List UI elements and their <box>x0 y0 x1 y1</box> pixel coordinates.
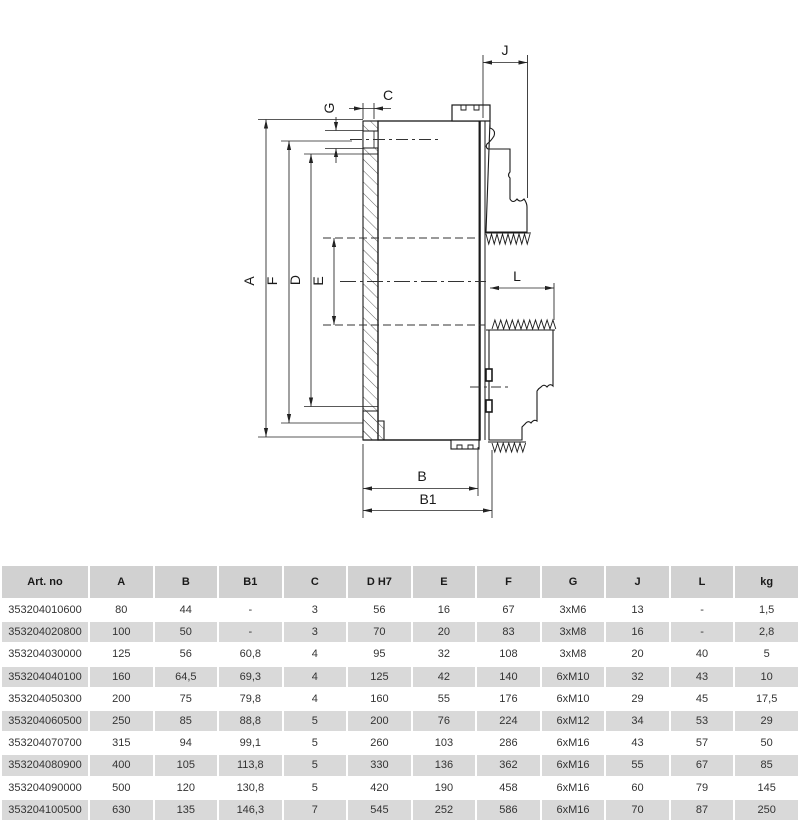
table-cell: 29 <box>606 689 669 711</box>
table-cell: 146,3 <box>219 800 282 822</box>
table-cell: 1,5 <box>735 600 798 622</box>
table-cell: 85 <box>155 711 218 733</box>
table-cell: 5 <box>735 644 798 666</box>
table-cell: 20 <box>606 644 669 666</box>
column-header: L <box>671 566 734 600</box>
table-cell: 32 <box>413 644 476 666</box>
table-cell: 94 <box>155 733 218 755</box>
table-cell: 76 <box>413 711 476 733</box>
table-cell: 64,5 <box>155 667 218 689</box>
column-header: A <box>90 566 153 600</box>
table-header <box>2 566 798 600</box>
table-cell: 108 <box>477 644 540 666</box>
table-cell: 6xM16 <box>542 755 605 777</box>
header-row <box>2 566 798 600</box>
column-header: G <box>542 566 605 600</box>
table-cell: 160 <box>90 667 153 689</box>
table-cell: 70 <box>348 622 411 644</box>
dimension-label-a: A <box>241 276 257 286</box>
table-cell: 630 <box>90 800 153 822</box>
table-cell: 56 <box>155 644 218 666</box>
dimension-G <box>325 117 363 163</box>
table-cell: 69,3 <box>219 667 282 689</box>
table-cell: 99,1 <box>219 733 282 755</box>
dimension-label-b1: B1 <box>419 491 437 507</box>
table-cell: 17,5 <box>735 689 798 711</box>
table-cell: 5 <box>284 711 347 733</box>
table-cell: 13 <box>606 600 669 622</box>
table-cell: 545 <box>348 800 411 822</box>
dimension-label-d: D <box>287 274 303 286</box>
table-cell: 353204020800 <box>2 622 88 644</box>
table-cell: 29 <box>735 711 798 733</box>
dimension-label-e: E <box>310 276 326 286</box>
table-cell: 5 <box>284 778 347 800</box>
table-cell: 5 <box>284 755 347 777</box>
table-cell: 3 <box>284 600 347 622</box>
table-cell: 135 <box>155 800 218 822</box>
column-header: B <box>155 566 218 600</box>
column-header: D H7 <box>348 566 411 600</box>
table-cell: 100 <box>90 622 153 644</box>
table-cell: 79 <box>671 778 734 800</box>
table-cell: 586 <box>477 800 540 822</box>
table-cell: 83 <box>477 622 540 644</box>
table-cell: 5 <box>284 733 347 755</box>
table-cell: 20 <box>413 622 476 644</box>
table-cell: 400 <box>90 755 153 777</box>
table-cell: 353204040100 <box>2 667 88 689</box>
dimension-label-j: J <box>501 42 509 58</box>
table-cell: 67 <box>671 755 734 777</box>
table-cell: 50 <box>155 622 218 644</box>
table-cell: 87 <box>671 800 734 822</box>
table-row <box>2 711 798 733</box>
table-cell: - <box>219 622 282 644</box>
table-cell: 55 <box>413 689 476 711</box>
table-row <box>2 667 798 689</box>
dimension-label-f: F <box>264 276 280 286</box>
dimension-label-b: B <box>417 468 427 484</box>
table-cell: 60,8 <box>219 644 282 666</box>
table-cell: 6xM16 <box>542 778 605 800</box>
table-cell: 160 <box>348 689 411 711</box>
table-cell: 252 <box>413 800 476 822</box>
table-row <box>2 622 798 644</box>
table-cell: 42 <box>413 667 476 689</box>
bottom-jaw-serration-top <box>492 320 556 329</box>
table-cell: 200 <box>90 689 153 711</box>
column-header: C <box>284 566 347 600</box>
table-cell: 16 <box>606 622 669 644</box>
table-cell: 260 <box>348 733 411 755</box>
dimension-label-l: L <box>513 268 521 284</box>
table-cell: - <box>671 600 734 622</box>
table-row <box>2 644 798 666</box>
dimension-B1 <box>363 450 492 518</box>
table-cell: 80 <box>90 600 153 622</box>
table-cell: 50 <box>735 733 798 755</box>
column-header: B1 <box>219 566 282 600</box>
table-cell: 7 <box>284 800 347 822</box>
table-cell: 32 <box>606 667 669 689</box>
table-cell: 3xM8 <box>542 622 605 644</box>
table-cell: 6xM12 <box>542 711 605 733</box>
table-cell: 145 <box>735 778 798 800</box>
table-cell: 6xM10 <box>542 667 605 689</box>
bottom-key-cap <box>451 440 479 449</box>
table-cell: 250 <box>735 800 798 822</box>
table-cell: 79,8 <box>219 689 282 711</box>
table-cell: 6xM16 <box>542 733 605 755</box>
table-cell: 120 <box>155 778 218 800</box>
table-cell: 6xM10 <box>542 689 605 711</box>
table-cell: 40 <box>671 644 734 666</box>
table-cell: 4 <box>284 667 347 689</box>
table-row <box>2 755 798 777</box>
table-cell: 353204030000 <box>2 644 88 666</box>
table-cell: 103 <box>413 733 476 755</box>
bottom-jaw-serration-bottom <box>492 443 526 452</box>
dimensions-table <box>0 566 800 822</box>
table-cell: 353204090000 <box>2 778 88 800</box>
table-cell: 315 <box>90 733 153 755</box>
dimension-C <box>349 103 391 119</box>
column-header: kg <box>735 566 798 600</box>
table-cell: 353204060500 <box>2 711 88 733</box>
table-cell: 53 <box>671 711 734 733</box>
table-cell: 55 <box>606 755 669 777</box>
dimension-label-g: G <box>321 102 337 114</box>
table-row <box>2 800 798 822</box>
table-cell: 353204080900 <box>2 755 88 777</box>
column-header: J <box>606 566 669 600</box>
table-cell: 45 <box>671 689 734 711</box>
table-cell: 70 <box>606 800 669 822</box>
table-cell: 286 <box>477 733 540 755</box>
table-cell: 43 <box>606 733 669 755</box>
top-jaw-serration <box>486 234 530 244</box>
table-cell: 136 <box>413 755 476 777</box>
table-cell: 16 <box>413 600 476 622</box>
table-cell: 34 <box>606 711 669 733</box>
table-cell: 6xM16 <box>542 800 605 822</box>
table-cell: 57 <box>671 733 734 755</box>
table-cell: 200 <box>348 711 411 733</box>
table-cell: - <box>219 600 282 622</box>
column-header: F <box>477 566 540 600</box>
table-cell: 353204100500 <box>2 800 88 822</box>
table-cell: 88,8 <box>219 711 282 733</box>
table-cell: 420 <box>348 778 411 800</box>
table-cell: 43 <box>671 667 734 689</box>
table-cell: 4 <box>284 689 347 711</box>
table-cell: - <box>671 622 734 644</box>
top-key-cap <box>452 105 490 121</box>
body-guide-faces <box>480 121 485 440</box>
table-cell: 125 <box>348 667 411 689</box>
table-cell: 67 <box>477 600 540 622</box>
table-body <box>2 600 798 822</box>
dimension-L <box>490 283 554 320</box>
column-header: E <box>413 566 476 600</box>
table-row <box>2 778 798 800</box>
table-cell: 95 <box>348 644 411 666</box>
table-cell: 125 <box>90 644 153 666</box>
table-cell: 353204050300 <box>2 689 88 711</box>
table-cell: 190 <box>413 778 476 800</box>
table-cell: 85 <box>735 755 798 777</box>
table-cell: 75 <box>155 689 218 711</box>
table-cell: 362 <box>477 755 540 777</box>
table-cell: 458 <box>477 778 540 800</box>
table-row <box>2 600 798 622</box>
table-cell: 3 <box>284 622 347 644</box>
table-cell: 330 <box>348 755 411 777</box>
table-row <box>2 733 798 755</box>
table-cell: 10 <box>735 667 798 689</box>
table-cell: 56 <box>348 600 411 622</box>
table-cell: 3xM8 <box>542 644 605 666</box>
table-row <box>2 689 798 711</box>
table-cell: 224 <box>477 711 540 733</box>
dimension-label-c: C <box>382 87 394 103</box>
table-cell: 2,8 <box>735 622 798 644</box>
table-cell: 4 <box>284 644 347 666</box>
column-header: Art. no <box>2 566 88 600</box>
table-cell: 353204070700 <box>2 733 88 755</box>
table-cell: 250 <box>90 711 153 733</box>
table-cell: 140 <box>477 667 540 689</box>
table-cell: 353204010600 <box>2 600 88 622</box>
table-cell: 3xM6 <box>542 600 605 622</box>
table-cell: 60 <box>606 778 669 800</box>
table-cell: 130,8 <box>219 778 282 800</box>
table-cell: 44 <box>155 600 218 622</box>
table-cell: 105 <box>155 755 218 777</box>
chuck-body <box>378 121 480 440</box>
table-cell: 176 <box>477 689 540 711</box>
table-cell: 113,8 <box>219 755 282 777</box>
table-cell: 500 <box>90 778 153 800</box>
dimension-E <box>332 238 336 325</box>
